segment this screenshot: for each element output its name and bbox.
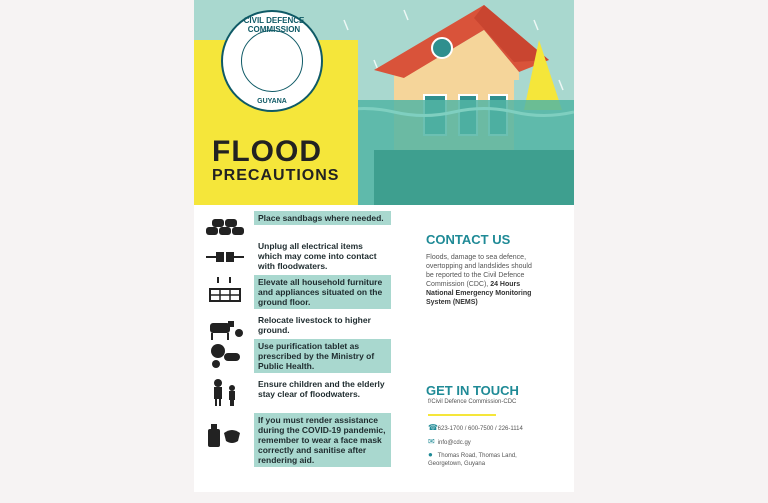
tip-unplug [204, 239, 394, 275]
tip-text: If you must render assistance during the COVID-19 pandemic, remember to wear a face mask correctly and sanitise after rendering aid. [254, 413, 391, 467]
facebook-link[interactable]: f/Civil Defence Commission-CDC [428, 399, 517, 405]
mail-icon: ✉ [428, 437, 435, 446]
tip-sandbags [204, 211, 394, 241]
divider [428, 414, 496, 416]
tip-text: Elevate all household furniture and appliances situated on the ground floor. [254, 275, 391, 309]
location-pin-icon: ● [428, 450, 433, 459]
tip-children-elderly [204, 377, 394, 413]
tip-livestock [204, 313, 394, 339]
email-line[interactable]: ✉ info@cdc.gy [428, 437, 471, 446]
poster-title: FLOOD [212, 135, 322, 168]
tip-text: Use purification tablet as prescribed by the Ministry of Public Health. [254, 339, 391, 373]
flooded-house-illustration [334, 0, 574, 205]
phone-icon: ☎ [428, 423, 438, 432]
phone-line[interactable]: ☎ 623-1700 / 600-7500 / 226-1114 [428, 423, 523, 432]
pallet-icon [204, 275, 246, 305]
tip-text: Ensure children and the elderly stay clear of floodwaters. [258, 379, 385, 399]
family-icon [204, 377, 246, 407]
seal-top-text: CIVIL DEFENCE COMMISSION [243, 16, 305, 34]
address-line: ● Thomas Road, Thomas Land, Georgetown, Guyana [428, 450, 517, 467]
facebook-icon: f [428, 399, 430, 405]
hero-banner [194, 0, 574, 205]
tip-text: Unplug all electrical items which may come into contact with floodwaters. [258, 241, 377, 271]
tablets-icon [204, 339, 246, 369]
tip-purification [204, 339, 394, 375]
contact-body: Floods, damage to sea defence, overtopping and landslides should be reported to the Civil Defence Commission (CDC), 24 Hours National Emergency Monitoring System (NEMS) [426, 254, 532, 306]
plug-icon [204, 239, 246, 269]
contact-section [426, 232, 566, 307]
contact-heading: CONTACT US [426, 232, 511, 247]
tip-covid [204, 413, 394, 471]
tip-text: Place sandbags where needed. [254, 211, 391, 225]
flood-poster [194, 0, 574, 492]
get-in-touch-heading: GET IN TOUCH [426, 383, 519, 398]
poster-subtitle: PRECAUTIONS [212, 167, 340, 184]
tip-elevate [204, 275, 394, 311]
seal-bottom-text: GUYANA [257, 98, 287, 105]
sandbags-icon [204, 211, 246, 241]
tip-text: Relocate livestock to higher ground. [258, 315, 371, 335]
coat-of-arms-icon [241, 30, 303, 92]
contact-bold: 24 Hours National Emergency Monitoring System (NEMS) [426, 281, 532, 306]
mask-sanitiser-icon [204, 421, 246, 451]
civil-defence-seal [221, 10, 323, 112]
